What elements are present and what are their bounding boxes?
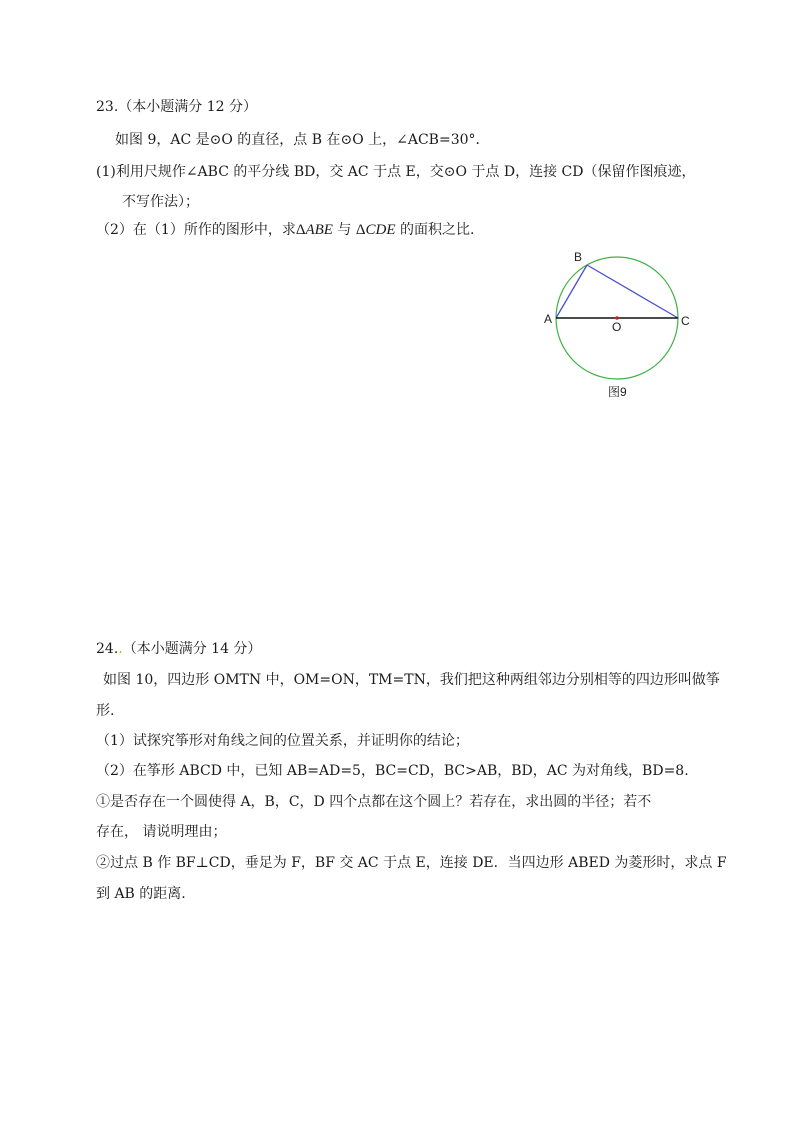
q23-part2-middle: 与 xyxy=(332,222,356,238)
figure-9-diagram xyxy=(538,246,703,406)
q24-sub2-line1: ②过点 B 作 BF⊥CD，垂足为 F，BF 交 AC 于点 E，连接 DE．当四边形 ABED 为菱形时，求点 F xyxy=(96,855,727,871)
q24-header-rest: （本小题满分 14 分） xyxy=(122,641,262,657)
label-o: O xyxy=(612,320,622,334)
q23-part1-line2: 不写作法）； xyxy=(122,194,199,210)
q24-header-num: 24. xyxy=(96,641,119,657)
triangle-cde: CDE xyxy=(365,222,396,238)
label-a: A xyxy=(544,312,553,326)
segment-bc xyxy=(587,265,678,318)
q24-header xyxy=(96,639,261,659)
q24-sub1-line2: 存在， 请说明理由； xyxy=(96,824,227,840)
q23-part1-line1: (1)利用尺规作∠ABC 的平分线 BD，交 AC 于点 E，交⊙O 于点 D，连接 CD（保留作图痕迹， xyxy=(96,164,696,180)
delta-symbol: Δ xyxy=(295,222,306,238)
triangle-abe: ABE xyxy=(305,222,333,238)
q24-sub2-line2: 到 AB 的距离. xyxy=(96,886,186,902)
figure-9 xyxy=(538,246,703,406)
q23-header: 23.（本小题满分 12 分） xyxy=(96,99,257,115)
label-b: B xyxy=(574,250,583,264)
q24-header-dot: . xyxy=(118,641,123,657)
q24-intro-line1: 如图 10，四边形 OMTN 中，OM=ON，TM=TN，我们把这种两组邻边分别相等的四边形叫做筝 xyxy=(103,672,720,688)
q24-sub1-line1: ①是否存在一个圆使得 A，B，C，D 四个点都在这个圆上？若存在，求出圆的半径；若不 xyxy=(96,794,652,810)
figure-caption: 图9 xyxy=(608,385,627,399)
label-c: C xyxy=(681,314,690,328)
q23-part2-prefix: （2）在（1）所作的图形中，求 xyxy=(96,222,296,238)
q23-part2 xyxy=(96,220,474,240)
q24-part1: （1）试探究筝形对角线之间的位置关系，并证明你的结论； xyxy=(96,733,469,749)
q24-intro-line2: 形. xyxy=(96,703,115,719)
delta-symbol: Δ xyxy=(355,222,366,238)
segment-ab xyxy=(556,265,587,318)
q24-part2: （2）在筝形 ABCD 中，已知 AB=AD=5，BC=CD，BC>AB，BD，AC 为对角线，BD=8. xyxy=(96,763,689,779)
q23-part2-suffix: 的面积之比. xyxy=(395,222,475,238)
q23-intro: 如图 9，AC 是⊙O 的直径，点 B 在⊙O 上，∠ACB=30°． xyxy=(115,132,490,148)
